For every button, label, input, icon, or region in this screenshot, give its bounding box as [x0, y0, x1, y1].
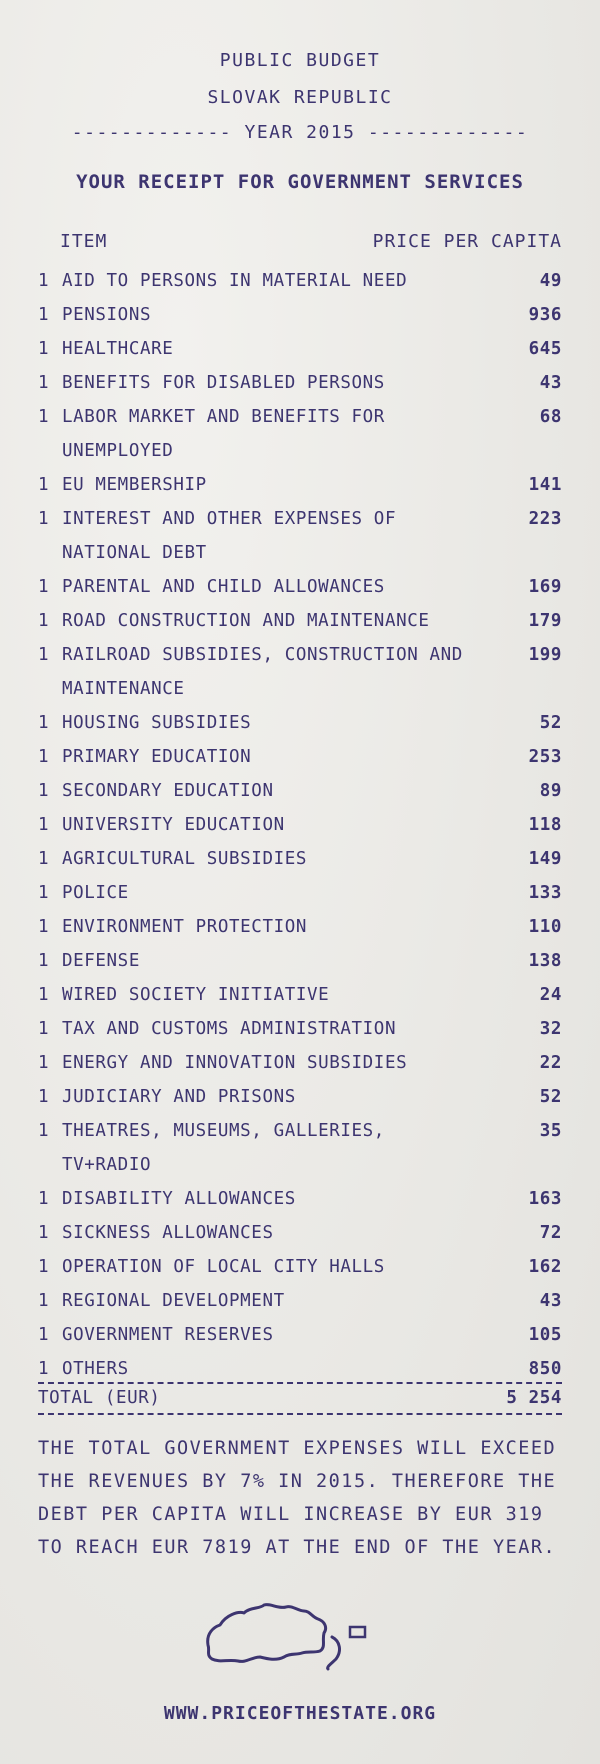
item-name: THEATRES, MUSEUMS, GALLERIES, TV+RADIO: [62, 1121, 385, 1175]
item-name: AGRICULTURAL SUBSIDIES: [62, 849, 307, 869]
item-name: JUDICIARY AND PRISONS: [62, 1087, 296, 1107]
item-qty: 1: [38, 951, 50, 971]
item-qty: 1: [38, 1359, 50, 1379]
item-price: 850: [528, 1359, 562, 1379]
item-qty: 1: [38, 339, 50, 359]
list-item: [38, 1250, 562, 1284]
list-item: [38, 1318, 562, 1352]
item-name: PARENTAL AND CHILD ALLOWANCES: [62, 577, 385, 597]
item-price: 179: [528, 611, 562, 631]
list-item: [38, 332, 562, 366]
item-price: 49: [539, 271, 562, 291]
item-price: 169: [528, 577, 562, 597]
list-item: [38, 1284, 562, 1318]
item-name: POLICE: [62, 883, 129, 903]
item-price: 35: [539, 1121, 562, 1141]
item-qty: 1: [38, 1121, 50, 1141]
list-item: [38, 570, 562, 604]
column-header: [60, 231, 562, 252]
item-qty: 1: [38, 1087, 50, 1107]
list-item: [38, 706, 562, 740]
list-item: [38, 366, 562, 400]
item-name: UNIVERSITY EDUCATION: [62, 815, 285, 835]
item-name: AID TO PERSONS IN MATERIAL NEED: [62, 271, 408, 291]
list-item: [38, 1216, 562, 1250]
total-label: TOTAL (EUR): [38, 1388, 161, 1408]
list-item: [38, 1182, 562, 1216]
item-price: 105: [528, 1325, 562, 1345]
item-qty: 1: [38, 271, 50, 291]
list-item: [38, 910, 562, 944]
item-price: 22: [539, 1053, 562, 1073]
item-name: GOVERNMENT RESERVES: [62, 1325, 274, 1345]
item-price: 118: [528, 815, 562, 835]
item-qty: 1: [38, 1325, 50, 1345]
item-qty: 1: [38, 713, 50, 733]
item-qty: 1: [38, 747, 50, 767]
item-name: WIRED SOCIETY INITIATIVE: [62, 985, 330, 1005]
list-item: [38, 1012, 562, 1046]
header-line-3: ------------- YEAR 2015 -------------: [71, 122, 529, 143]
item-list: [38, 264, 562, 1386]
item-price: 133: [528, 883, 562, 903]
item-price: 72: [539, 1223, 562, 1243]
item-price: 149: [528, 849, 562, 869]
item-price: 68: [539, 407, 562, 427]
item-qty: 1: [38, 883, 50, 903]
item-qty: 1: [38, 815, 50, 835]
item-qty: 1: [38, 1053, 50, 1073]
list-item: [38, 298, 562, 332]
total-rule-bottom: [38, 1413, 562, 1415]
item-name: INTEREST AND OTHER EXPENSES OF NATIONAL DEBT: [62, 509, 397, 563]
total-row: [38, 1381, 562, 1415]
item-name: ENVIRONMENT PROTECTION: [62, 917, 307, 937]
item-name: HOUSING SUBSIDIES: [62, 713, 252, 733]
list-item: [38, 1080, 562, 1114]
item-name: ENERGY AND INNOVATION SUBSIDIES: [62, 1053, 408, 1073]
item-name: LABOR MARKET AND BENEFITS FOR UNEMPLOYED: [62, 407, 385, 461]
list-item: [38, 876, 562, 910]
list-item: [38, 468, 562, 502]
list-item: [38, 502, 562, 570]
item-name: EU MEMBERSHIP: [62, 475, 207, 495]
header-line-2: SLOVAK REPUBLIC: [207, 87, 393, 108]
list-item: [38, 808, 562, 842]
column-price-label: PRICE PER CAPITA: [372, 231, 562, 252]
item-name: OPERATION OF LOCAL CITY HALLS: [62, 1257, 385, 1277]
item-name: PENSIONS: [62, 305, 152, 325]
list-item: [38, 740, 562, 774]
item-qty: 1: [38, 373, 50, 393]
footer-url[interactable]: WWW.PRICEOFTHESTATE.ORG: [163, 1703, 437, 1724]
item-price: 52: [539, 1087, 562, 1107]
item-name: RAILROAD SUBSIDIES, CONSTRUCTION AND MAINTENANCE: [62, 645, 463, 699]
item-qty: 1: [38, 1189, 50, 1209]
item-qty: 1: [38, 1019, 50, 1039]
item-price: 223: [528, 509, 562, 529]
item-name: SICKNESS ALLOWANCES: [62, 1223, 274, 1243]
item-name: DISABILITY ALLOWANCES: [62, 1189, 296, 1209]
item-qty: 1: [38, 849, 50, 869]
item-price: 138: [528, 951, 562, 971]
list-item: [38, 264, 562, 298]
item-name: OTHERS: [62, 1359, 129, 1379]
item-qty: 1: [38, 407, 50, 427]
item-price: 141: [528, 475, 562, 495]
item-price: 645: [528, 339, 562, 359]
item-name: DEFENSE: [62, 951, 140, 971]
column-item-label: ITEM: [60, 231, 108, 252]
item-name: HEALTHCARE: [62, 339, 174, 359]
item-qty: 1: [38, 645, 50, 665]
item-qty: 1: [38, 611, 50, 631]
item-price: 199: [528, 645, 562, 665]
item-name: ROAD CONSTRUCTION AND MAINTENANCE: [62, 611, 430, 631]
debt-note: THE TOTAL GOVERNMENT EXPENSES WILL EXCEED THE REVENUES BY 7% IN 2015. THEREFORE THE DEBT PER CAPITA WILL INCREASE BY EUR 319 TO REACH EUR 7819 AT THE END OF THE YEAR.: [38, 1438, 557, 1558]
list-item: [38, 400, 562, 468]
item-price: 32: [539, 1019, 562, 1039]
item-price: 110: [528, 917, 562, 937]
item-price: 89: [539, 781, 562, 801]
item-qty: 1: [38, 985, 50, 1005]
item-qty: 1: [38, 577, 50, 597]
item-price: 43: [539, 1291, 562, 1311]
list-item: [38, 638, 562, 706]
list-item: [38, 944, 562, 978]
item-qty: 1: [38, 1223, 50, 1243]
item-name: TAX AND CUSTOMS ADMINISTRATION: [62, 1019, 397, 1039]
item-name: REGIONAL DEVELOPMENT: [62, 1291, 285, 1311]
item-price: 43: [539, 373, 562, 393]
list-item: [38, 842, 562, 876]
total-value: 5 254: [506, 1388, 562, 1408]
list-item: [38, 604, 562, 638]
item-name: PRIMARY EDUCATION: [62, 747, 252, 767]
header-line-1: PUBLIC BUDGET: [219, 50, 381, 71]
item-qty: 1: [38, 781, 50, 801]
item-qty: 1: [38, 475, 50, 495]
list-item: [38, 1046, 562, 1080]
item-qty: 1: [38, 1257, 50, 1277]
item-price: 163: [528, 1189, 562, 1209]
receipt-subtitle: YOUR RECEIPT FOR GOVERNMENT SERVICES: [76, 171, 524, 193]
item-price: 162: [528, 1257, 562, 1277]
item-qty: 1: [38, 305, 50, 325]
list-item: [38, 978, 562, 1012]
item-price: 253: [528, 747, 562, 767]
item-name: BENEFITS FOR DISABLED PERSONS: [62, 373, 385, 393]
item-price: 24: [539, 985, 562, 1005]
item-qty: 1: [38, 509, 50, 529]
list-item: [38, 1114, 562, 1182]
item-name: SECONDARY EDUCATION: [62, 781, 274, 801]
item-price: 936: [528, 305, 562, 325]
item-price: 52: [539, 713, 562, 733]
slovakia-outline-icon: [200, 1597, 420, 1677]
list-item: [38, 774, 562, 808]
item-qty: 1: [38, 917, 50, 937]
item-qty: 1: [38, 1291, 50, 1311]
